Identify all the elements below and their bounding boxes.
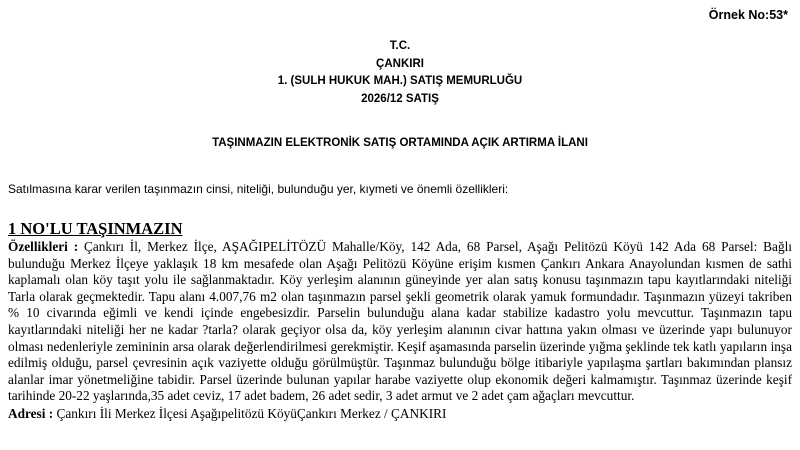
header-file-number: 2026/12 SATIŞ — [361, 92, 439, 105]
intro-text: Satılmasına karar verilen taşınmazın cinsi, niteliği, bulunduğu yer, kıymeti ve önemli özellikleri: — [8, 182, 509, 196]
property-title: 1 NO'LU TAŞINMAZIN — [8, 219, 183, 238]
header-office: 1. (SULH HUKUK MAH.) SATIŞ MEMURLUĞU — [277, 75, 523, 87]
address-text: Çankırı İli Merkez İlçesi Aşağıpelitözü KöyüÇankırı Merkez / ÇANKIRI — [56, 405, 447, 421]
features-label: Özellikleri : — [8, 239, 79, 254]
sample-number: Örnek No:53* — [708, 8, 788, 22]
property-address — [8, 406, 792, 423]
notice-title: TAŞINMAZIN ELEKTRONİK SATIŞ ORTAMINDA AÇIK ARTIRMA İLANI — [212, 137, 588, 149]
header-republic: T.C. — [389, 40, 411, 52]
property-section — [8, 219, 792, 423]
header-city: ÇANKIRI — [376, 57, 424, 70]
document-header — [0, 38, 800, 108]
address-label: Adresi : — [8, 405, 54, 421]
property-features — [8, 239, 792, 405]
features-text: Çankırı İl, Merkez İlçe, AŞAĞIPELİTÖZÜ Mahalle/Köy, 142 Ada, 68 Parsel, Aşağı Pelitözü Köyü 142 Ada 68 Parsel: Bağlı bulunduğu Merkez İlçeye yaklaşık 18 km mesafede olan Aşağı Pelitözü Köyüne erişim kısmen Çankırı Ankara Anayolundan kısmen de sathi kaplamalı olan köy taşıt yolu ile sağlanmaktadır. Köy yerleşim alanının güneyinde yer alan satış konusu taşınmazın tapu kayıtlarındaki niteliği Tarla olarak geçmektedir. Tapu alanı 4.007,76 m2 olan taşınmazın parsel şekli geometrik olarak yamuk formundadır. Taşınmazın yüzeyi takriben % 10 civarında eğimli ve kendi içinde engebesizdir. Parselin bulunduğu alana kadar stabilize kadastro yolu mevcuttur. Taşınmazın tapu kayıtlarındaki niteliği her ne kadar ?tarla? olarak geçiyor olsa da, köy yerleşim alanının civar hattına yakın olması ve üzerinde yapı bulunuyor olması nedenleriyle zemininin arsa olarak değerlendirilmesi gerekmiştir. Keşif aşamasında parselin üzerinde yığma şeklinde tek katlı yapıların inşa edilmiş olduğu, parsel çevresinin açık vaziyette olduğu görülmüştür. Taşınmaz bulunduğu bölge itibariyle yapılaşma şartları bakımından plansız alanlar imar yönetmeliğine tabidir. Parsel üzerinde bulunan yapılar harabe vaziyette olup ekonomik değeri kalmamıştır. Taşınmaz üzerinde keşif tarihinde 20-22 yaşlarında,35 adet ceviz, 17 adet badem, 26 adet sedir, 3 adet armut ve 2 adet çam ağaçları mevcuttur. — [8, 239, 792, 404]
